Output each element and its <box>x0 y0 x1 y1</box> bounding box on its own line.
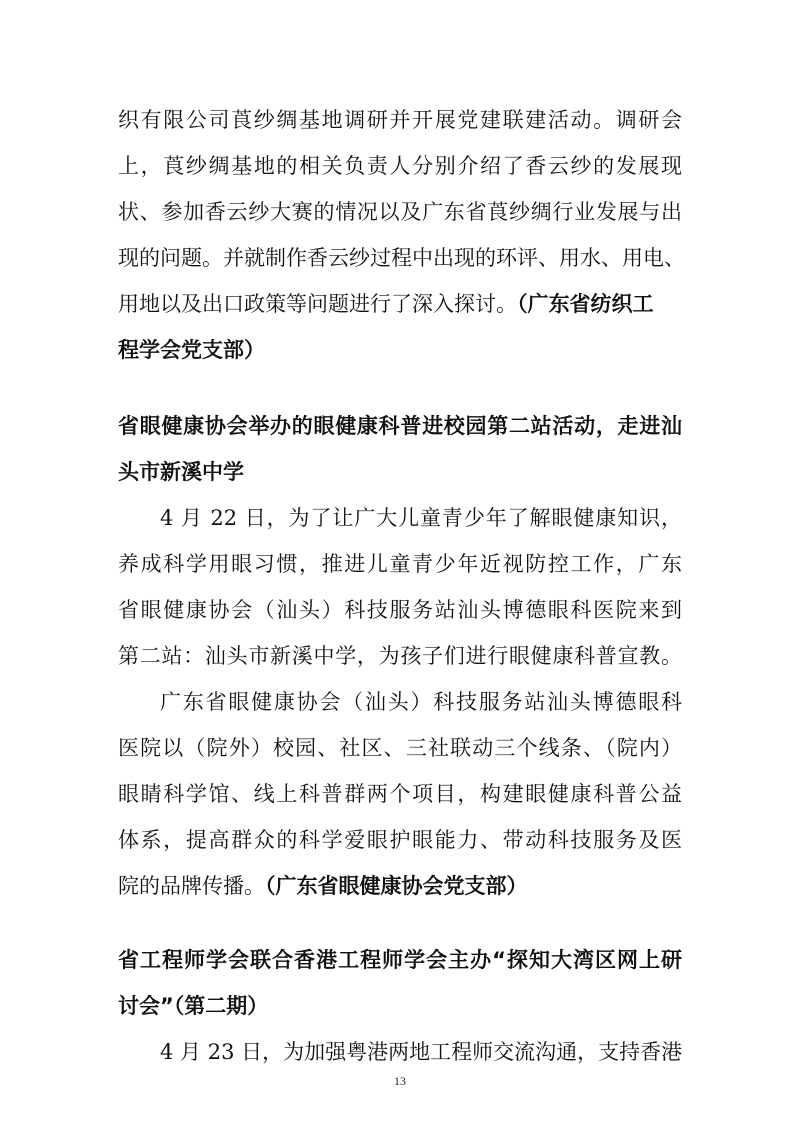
section-heading: 头市新溪中学 <box>118 460 244 484</box>
body-line-with-source <box>118 291 654 317</box>
body-line: 第二站：汕头市新溪中学，为孩子们进行眼健康科普宣教。 <box>118 644 682 668</box>
section-heading: 省工程师学会联合香港工程师学会主办“探知大湾区网上研 <box>118 948 682 972</box>
body-line: 医院以（院外）校园、社区、三社联动三个线条、（院内） <box>118 736 682 760</box>
source-attribution: （广东省眼健康协会党支部） <box>265 874 528 898</box>
body-line: 养成科学用眼习惯，推进儿童青少年近视防控工作，广东 <box>118 552 682 576</box>
body-line: 织有限公司莨纱绸基地调研并开展党建联建活动。调研会 <box>118 108 682 132</box>
source-attribution: 程学会党支部） <box>118 338 265 362</box>
body-line: 眼睛科学馆、线上科普群两个项目，构建眼健康科普公益 <box>118 782 682 806</box>
source-attribution: （广东省纺织工 <box>517 292 654 316</box>
body-line: 上，莨纱绸基地的相关负责人分别介绍了香云纱的发展现 <box>118 154 682 178</box>
body-line: 体系，提高群众的科学爱眼护眼能力、带动科技服务及医 <box>118 828 682 852</box>
body-line: 4 月 22 日，为了让广大儿童青少年了解眼健康知识， <box>160 506 682 530</box>
body-text: 用地以及出口政策等问题进行了深入探讨。 <box>118 292 517 316</box>
body-line: 广东省眼健康协会（汕头）科技服务站汕头博德眼科 <box>160 690 682 714</box>
body-line-with-source <box>118 873 528 899</box>
section-heading: 讨会”（第二期） <box>118 994 269 1018</box>
section-heading: 省眼健康协会举办的眼健康科普进校园第二站活动，走进汕 <box>118 414 682 438</box>
body-line: 状、参加香云纱大赛的情况以及广东省莨纱绸行业发展与出 <box>118 200 682 224</box>
body-line: 省眼健康协会（汕头）科技服务站汕头博德眼科医院来到 <box>118 598 682 622</box>
body-line: 现的问题。并就制作香云纱过程中出现的环评、用水、用电、 <box>118 246 685 270</box>
body-text: 院的品牌传播。 <box>118 874 265 898</box>
body-line: 4 月 23 日，为加强粤港两地工程师交流沟通，支持香港 <box>160 1040 683 1064</box>
page-number: 13 <box>394 1074 406 1088</box>
